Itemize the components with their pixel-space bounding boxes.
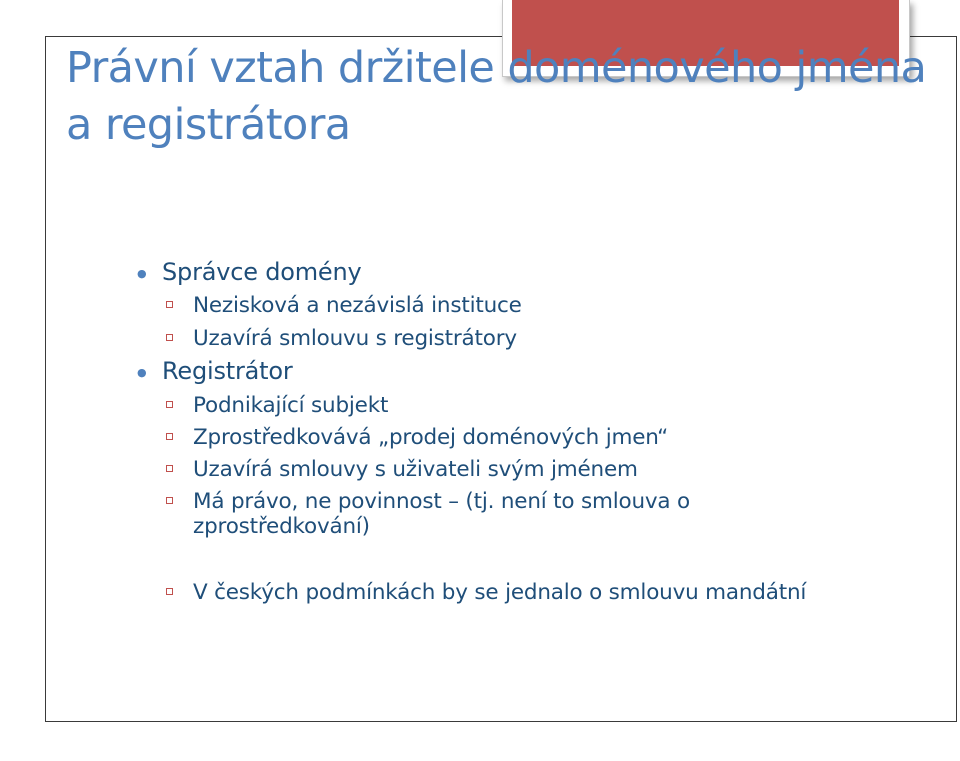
bullet-square-icon [166,401,173,408]
list-item-level2: Podnikající subjekt [193,393,389,418]
list-item-level1: Registrátor [162,357,293,385]
list-item-level2: Zprostředkovává „prodej doménových jmen“ [193,425,669,450]
bullet-dot-icon: ● [137,366,147,379]
bullet-square-icon [166,497,173,504]
list-item-level2: Uzavírá smlouvu s registrátory [193,326,517,351]
bullet-dot-icon: ● [137,267,147,280]
list-item-level2: V českých podmínkách by se jednalo o smlouvu mandátní [193,580,807,605]
bullet-square-icon [166,433,173,440]
slide-title: Právní vztah držitele doménového jména a registrátora [66,43,927,150]
bullet-square-icon [166,301,173,308]
bullet-square-icon [166,588,173,595]
list-item-level1: Správce domény [162,258,362,286]
list-item-level2: Má právo, ne povinnost – (tj. není to smlouva o zprostředkování) [193,489,690,539]
list-item-level2: Nezisková a nezávislá instituce [193,293,522,318]
bullet-square-icon [166,334,173,341]
list-item-level2: Uzavírá smlouvy s uživateli svým jménem [193,457,638,482]
bullet-square-icon [166,465,173,472]
